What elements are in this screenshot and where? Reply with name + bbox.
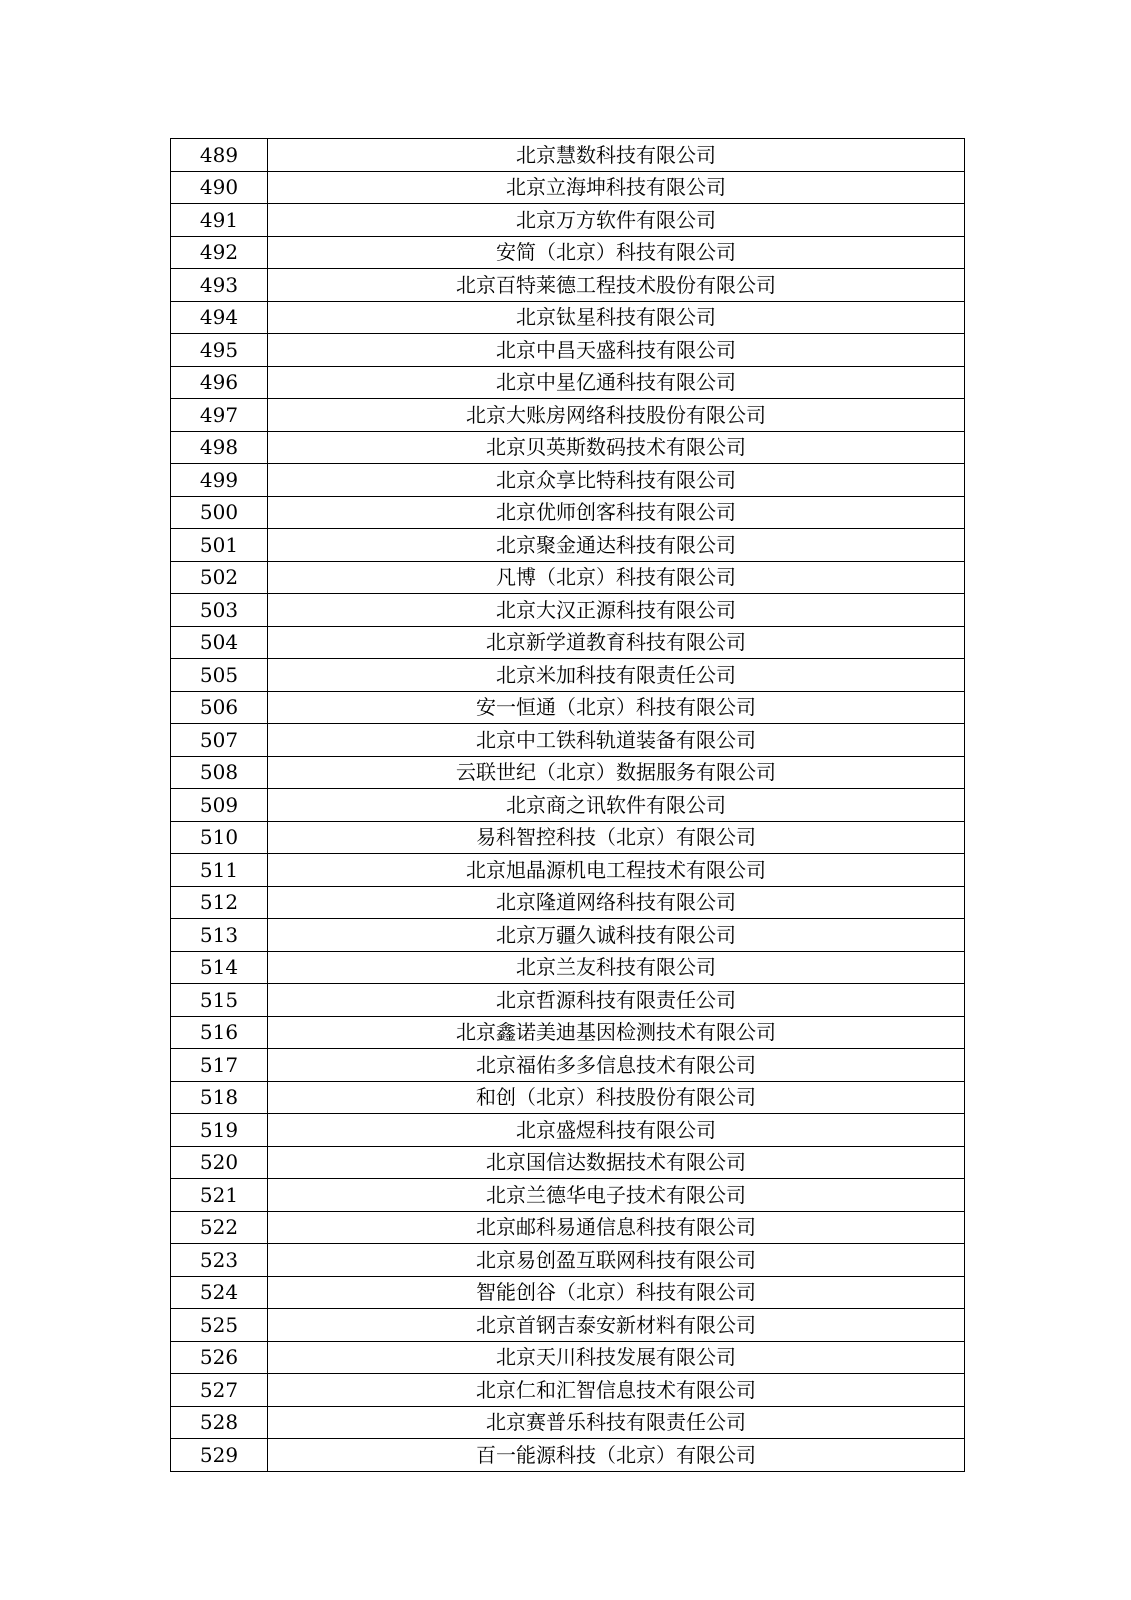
company-name-cell: 易科智控科技（北京）有限公司 <box>268 821 965 854</box>
row-number-cell: 500 <box>171 496 268 529</box>
row-number-cell: 493 <box>171 269 268 302</box>
table-row <box>171 919 965 952</box>
company-name-cell: 北京大账房网络科技股份有限公司 <box>268 399 965 432</box>
table-row <box>171 1439 965 1472</box>
row-number-cell: 526 <box>171 1341 268 1374</box>
company-name-cell: 北京百特莱德工程技术股份有限公司 <box>268 269 965 302</box>
company-name-cell: 智能创谷（北京）科技有限公司 <box>268 1276 965 1309</box>
row-number-cell: 521 <box>171 1179 268 1212</box>
row-number-cell: 496 <box>171 366 268 399</box>
table-row <box>171 269 965 302</box>
table-row <box>171 756 965 789</box>
table-row <box>171 821 965 854</box>
company-name-cell: 北京立海坤科技有限公司 <box>268 171 965 204</box>
company-name-cell: 北京慧数科技有限公司 <box>268 139 965 172</box>
company-name-cell: 百一能源科技（北京）有限公司 <box>268 1439 965 1472</box>
company-name-cell: 北京天川科技发展有限公司 <box>268 1341 965 1374</box>
company-name-cell: 北京哲源科技有限责任公司 <box>268 984 965 1017</box>
table-row <box>171 1341 965 1374</box>
row-number-cell: 502 <box>171 561 268 594</box>
company-name-cell: 北京赛普乐科技有限责任公司 <box>268 1406 965 1439</box>
table-row <box>171 1016 965 1049</box>
company-name-cell: 和创（北京）科技股份有限公司 <box>268 1081 965 1114</box>
company-list-table <box>170 138 965 1472</box>
company-name-cell: 北京易创盈互联网科技有限公司 <box>268 1244 965 1277</box>
row-number-cell: 507 <box>171 724 268 757</box>
table-row <box>171 1179 965 1212</box>
table-row <box>171 691 965 724</box>
table-body <box>171 139 965 1472</box>
row-number-cell: 519 <box>171 1114 268 1147</box>
table-row <box>171 431 965 464</box>
table-row <box>171 1114 965 1147</box>
table-row <box>171 204 965 237</box>
company-name-cell: 北京邮科易通信息科技有限公司 <box>268 1211 965 1244</box>
row-number-cell: 505 <box>171 659 268 692</box>
company-name-cell: 北京优师创客科技有限公司 <box>268 496 965 529</box>
company-name-cell: 北京盛煜科技有限公司 <box>268 1114 965 1147</box>
company-name-cell: 北京国信达数据技术有限公司 <box>268 1146 965 1179</box>
company-name-cell: 北京钛星科技有限公司 <box>268 301 965 334</box>
table-row <box>171 886 965 919</box>
table-row <box>171 1309 965 1342</box>
company-name-cell: 凡博（北京）科技有限公司 <box>268 561 965 594</box>
table-row <box>171 1146 965 1179</box>
row-number-cell: 508 <box>171 756 268 789</box>
table-row <box>171 561 965 594</box>
table-row <box>171 1276 965 1309</box>
table-row <box>171 854 965 887</box>
row-number-cell: 494 <box>171 301 268 334</box>
company-name-cell: 北京首钢吉泰安新材料有限公司 <box>268 1309 965 1342</box>
row-number-cell: 522 <box>171 1211 268 1244</box>
company-name-cell: 北京福佑多多信息技术有限公司 <box>268 1049 965 1082</box>
row-number-cell: 509 <box>171 789 268 822</box>
company-name-cell: 北京万方软件有限公司 <box>268 204 965 237</box>
company-name-cell: 北京鑫诺美迪基因检测技术有限公司 <box>268 1016 965 1049</box>
table-row <box>171 1049 965 1082</box>
company-name-cell: 北京隆道网络科技有限公司 <box>268 886 965 919</box>
row-number-cell: 492 <box>171 236 268 269</box>
row-number-cell: 516 <box>171 1016 268 1049</box>
row-number-cell: 491 <box>171 204 268 237</box>
row-number-cell: 525 <box>171 1309 268 1342</box>
table-row <box>171 301 965 334</box>
table-row <box>171 529 965 562</box>
row-number-cell: 498 <box>171 431 268 464</box>
company-name-cell: 北京万疆久诚科技有限公司 <box>268 919 965 952</box>
table-row <box>171 594 965 627</box>
company-name-cell: 北京旭晶源机电工程技术有限公司 <box>268 854 965 887</box>
row-number-cell: 527 <box>171 1374 268 1407</box>
row-number-cell: 497 <box>171 399 268 432</box>
table-row <box>171 366 965 399</box>
table-row <box>171 984 965 1017</box>
company-name-cell: 北京贝英斯数码技术有限公司 <box>268 431 965 464</box>
row-number-cell: 511 <box>171 854 268 887</box>
row-number-cell: 506 <box>171 691 268 724</box>
row-number-cell: 510 <box>171 821 268 854</box>
table-row <box>171 1211 965 1244</box>
row-number-cell: 524 <box>171 1276 268 1309</box>
table-row <box>171 464 965 497</box>
row-number-cell: 489 <box>171 139 268 172</box>
company-name-cell: 北京仁和汇智信息技术有限公司 <box>268 1374 965 1407</box>
row-number-cell: 518 <box>171 1081 268 1114</box>
row-number-cell: 495 <box>171 334 268 367</box>
company-name-cell: 安一恒通（北京）科技有限公司 <box>268 691 965 724</box>
table-row <box>171 1406 965 1439</box>
row-number-cell: 515 <box>171 984 268 1017</box>
table-row <box>171 789 965 822</box>
table-row <box>171 659 965 692</box>
table-row <box>171 724 965 757</box>
table-row <box>171 139 965 172</box>
company-name-cell: 北京聚金通达科技有限公司 <box>268 529 965 562</box>
row-number-cell: 512 <box>171 886 268 919</box>
company-name-cell: 北京新学道教育科技有限公司 <box>268 626 965 659</box>
company-name-cell: 北京兰友科技有限公司 <box>268 951 965 984</box>
row-number-cell: 499 <box>171 464 268 497</box>
table-row <box>171 399 965 432</box>
row-number-cell: 517 <box>171 1049 268 1082</box>
company-name-cell: 北京兰德华电子技术有限公司 <box>268 1179 965 1212</box>
table-row <box>171 496 965 529</box>
company-name-cell: 北京米加科技有限责任公司 <box>268 659 965 692</box>
company-name-cell: 北京大汉正源科技有限公司 <box>268 594 965 627</box>
table-row <box>171 171 965 204</box>
row-number-cell: 529 <box>171 1439 268 1472</box>
table-row <box>171 1081 965 1114</box>
company-name-cell: 北京商之讯软件有限公司 <box>268 789 965 822</box>
row-number-cell: 490 <box>171 171 268 204</box>
company-name-cell: 北京中星亿通科技有限公司 <box>268 366 965 399</box>
company-name-cell: 云联世纪（北京）数据服务有限公司 <box>268 756 965 789</box>
company-name-cell: 北京中昌天盛科技有限公司 <box>268 334 965 367</box>
table-row <box>171 334 965 367</box>
row-number-cell: 503 <box>171 594 268 627</box>
company-name-cell: 北京众享比特科技有限公司 <box>268 464 965 497</box>
row-number-cell: 501 <box>171 529 268 562</box>
row-number-cell: 528 <box>171 1406 268 1439</box>
table-row <box>171 236 965 269</box>
row-number-cell: 523 <box>171 1244 268 1277</box>
company-name-cell: 北京中工铁科轨道装备有限公司 <box>268 724 965 757</box>
row-number-cell: 514 <box>171 951 268 984</box>
row-number-cell: 513 <box>171 919 268 952</box>
table-row <box>171 626 965 659</box>
table-row <box>171 951 965 984</box>
row-number-cell: 520 <box>171 1146 268 1179</box>
table-row <box>171 1374 965 1407</box>
table-row <box>171 1244 965 1277</box>
row-number-cell: 504 <box>171 626 268 659</box>
company-name-cell: 安简（北京）科技有限公司 <box>268 236 965 269</box>
